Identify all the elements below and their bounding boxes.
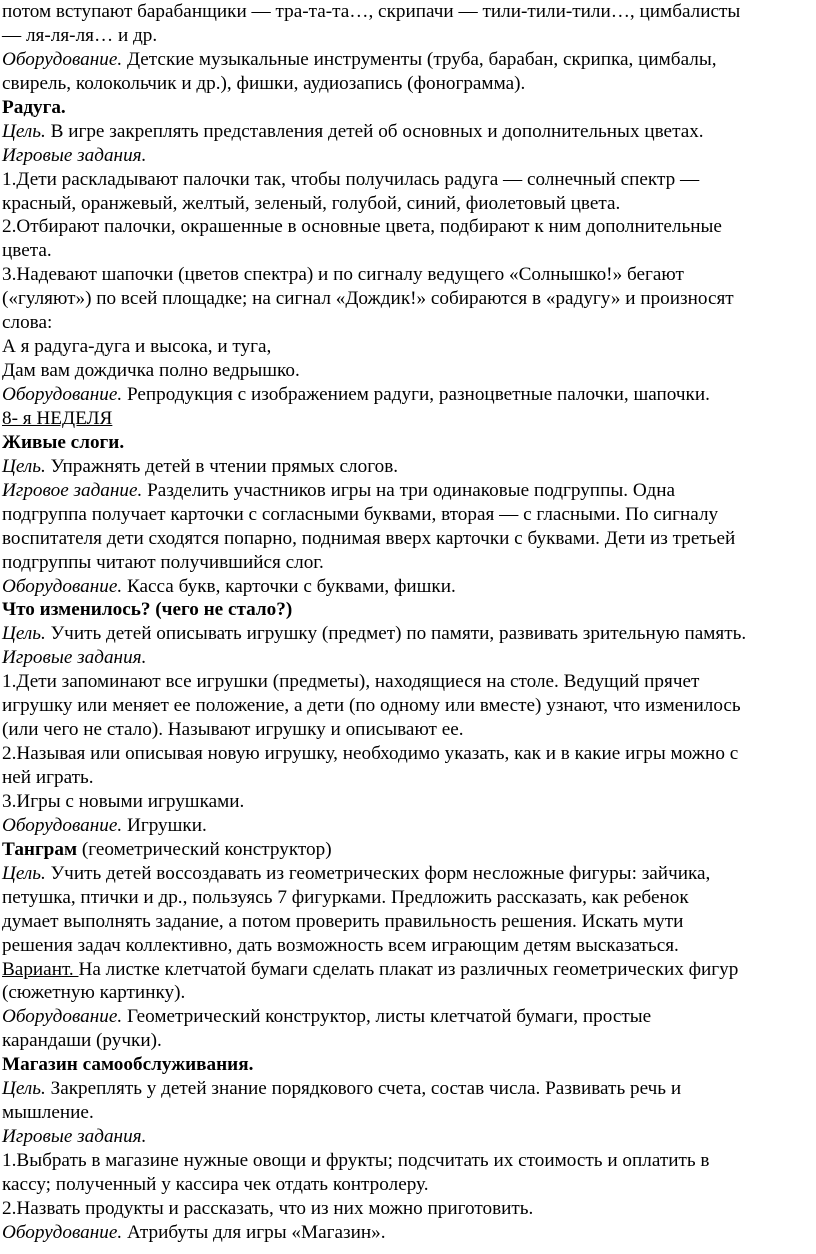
goal-label: Цель. — [2, 120, 46, 142]
variant-text: На листке клетчатой бумаги сделать плакат из различных геометрических фигур — [78, 958, 739, 980]
goal-label: Цель. — [2, 1078, 46, 1100]
what-changed-task-line: (или чего не стало). Называют игрушку и описывают ее. — [2, 719, 464, 741]
section-title-syllables: Живые слоги. — [2, 431, 125, 453]
task-text: Разделить участников игры на три одинаковые подгруппы. Одна — [142, 479, 675, 501]
goal-text: Учить детей описывать игрушку (предмет) по памяти, развивать зрительную память. — [45, 623, 747, 645]
rainbow-task-line: красный, оранжевый, желтый, зеленый, голубой, синий, фиолетовый цвета. — [2, 192, 621, 214]
variant-label: Вариант. — [2, 958, 79, 980]
goal-label: Цель. — [2, 623, 46, 645]
syllables-equipment — [2, 575, 816, 599]
rainbow-task-line: 1.Дети раскладывают палочки так, чтобы получилась радуга — солнечный спектр — — [2, 168, 700, 190]
syllables-task-line: воспитателя дети сходятся попарно, поднимая вверх карточки с буквами. Дети из третьей — [2, 527, 736, 549]
shop-goal-line: мышление. — [2, 1102, 94, 1124]
tangram-goal-line: решения задач коллективно, дать возможность всем играющим детям высказаться. — [2, 934, 679, 956]
rainbow-task-line: 3.Надевают шапочки (цветов спектра) и по сигналу ведущего «Солнышко!» бегают — [2, 264, 684, 286]
intro-line: — ля-ля-ля… и др. — [2, 24, 158, 46]
section-title-rainbow: Радуга. — [2, 96, 66, 118]
tangram-equipment-line: карандаши (ручки). — [2, 1030, 162, 1052]
goal-text: Учить детей воссоздавать из геометрических форм несложные фигуры: зайчика, — [45, 862, 711, 884]
rainbow-task-line: («гуляют») по всей площадке; на сигнал «Дождик!» собираются в «радугу» и произносят — [2, 288, 734, 310]
shop-task-line: кассу; полученный у кассира чек отдать контролеру. — [2, 1173, 429, 1195]
equipment-label: Оборудование. — [2, 384, 123, 405]
goal-label: Цель. — [2, 455, 46, 477]
week-heading — [2, 407, 816, 431]
section-title-shop: Магазин самообслуживания. — [2, 1054, 254, 1076]
what-changed-task-line: игрушку или меняет ее положение, а дети (по одному или вместе) узнают, что изменилось — [2, 695, 741, 717]
equipment-text: Детские музыкальные инструменты (труба, барабан, скрипка, цимбалы, — [122, 48, 717, 70]
syllables-task — [2, 479, 816, 503]
what-changed-task-line: ней играть. — [2, 767, 94, 788]
equipment-text: Репродукция с изображением радуги, разноцветные палочки, шапочки. — [122, 384, 710, 405]
what-changed-task-line: 3.Игры с новыми игрушками. — [2, 790, 245, 812]
tangram-variant — [2, 958, 816, 982]
syllables-task-line: подгруппа получает карточки с согласными буквами, вторая — с гласными. По сигналу — [2, 503, 719, 525]
rainbow-equipment — [2, 383, 816, 407]
what-changed-equipment — [2, 814, 816, 838]
rainbow-tasks-label: Игровые задания. — [2, 144, 147, 166]
equipment-text: Касса букв, карточки с буквами, фишки. — [122, 575, 456, 597]
what-changed-goal — [2, 622, 816, 646]
shop-equipment — [2, 1221, 816, 1245]
what-changed-task-line: 2.Называя или описывая новую игрушку, необходимо указать, как и в какие игры можно с — [2, 743, 739, 765]
section-title-what-changed: Что изменилось? (чего не стало?) — [2, 599, 293, 621]
shop-goal — [2, 1077, 816, 1101]
intro-equipment-line: свирель, колокольчик и др.), фишки, аудиозапись (фонограмма). — [2, 72, 526, 94]
shop-task-line: 2.Назвать продукты и рассказать, что из них можно приготовить. — [2, 1197, 534, 1219]
tangram-title: Танграм — [2, 838, 78, 860]
tangram-equipment — [2, 1005, 816, 1029]
equipment-text: Игрушки. — [122, 814, 207, 836]
rainbow-task-line: 2.Отбирают палочки, окрашенные в основные цвета, подбирают к ним дополнительные — [2, 216, 722, 238]
equipment-label: Оборудование. — [2, 1221, 123, 1243]
equipment-label: Оборудование. — [2, 814, 123, 836]
intro-equipment — [2, 48, 816, 72]
what-changed-task-line: 1.Дети запоминают все игрушки (предметы), находящиеся на столе. Ведущий прячет — [2, 671, 700, 693]
tangram-goal-line: петушка, птички и др., пользуясь 7 фигурками. Предложить рассказать, как ребенок — [2, 886, 689, 908]
equipment-label: Оборудование. — [2, 1006, 123, 1028]
rainbow-poem-line: Дам вам дождичка полно ведрышко. — [2, 360, 300, 382]
tangram-goal — [2, 862, 816, 886]
equipment-text: Атрибуты для игры «Магазин». — [122, 1221, 386, 1243]
goal-text: Закреплять у детей знание порядкового счета, состав числа. Развивать речь и — [45, 1078, 682, 1100]
goal-text: В игре закреплять представления детей об основных и дополнительных цветах. — [45, 120, 704, 142]
rainbow-goal — [2, 120, 816, 144]
week-label: 8- я НЕДЕЛЯ — [2, 407, 113, 429]
equipment-label: Оборудование. — [2, 575, 123, 597]
tangram-goal-line: думает выполнять задание, а потом проверить правильность решения. Искать мути — [2, 910, 684, 932]
goal-label: Цель. — [2, 862, 46, 884]
rainbow-task-line: слова: — [2, 312, 53, 334]
syllables-task-line: подгруппы читают получившийся слог. — [2, 551, 324, 573]
section-title-tangram — [2, 838, 816, 862]
intro-line: потом вступают барабанщики — тра-та-та…, скрипачи — тили-тили-тили…, цимбалисты — [2, 1, 741, 22]
task-label: Игровое задание. — [2, 479, 143, 501]
equipment-label: Оборудование. — [2, 48, 123, 70]
tangram-variant-line: (сюжетную картинку). — [2, 982, 186, 1004]
tangram-subtitle: (геометрический конструктор) — [77, 838, 332, 860]
goal-text: Упражнять детей в чтении прямых слогов. — [45, 455, 399, 477]
rainbow-poem-line: А я радуга-дуга и высока, и туга, — [2, 336, 272, 358]
rainbow-task-line: цвета. — [2, 240, 52, 262]
what-changed-tasks-label: Игровые задания. — [2, 647, 147, 669]
syllables-goal — [2, 455, 816, 479]
shop-task-line: 1.Выбрать в магазине нужные овощи и фрукты; подсчитать их стоимость и оплатить в — [2, 1150, 710, 1171]
equipment-text: Геометрический конструктор, листы клетчатой бумаги, простые — [122, 1006, 652, 1028]
shop-tasks-label: Игровые задания. — [2, 1126, 147, 1148]
